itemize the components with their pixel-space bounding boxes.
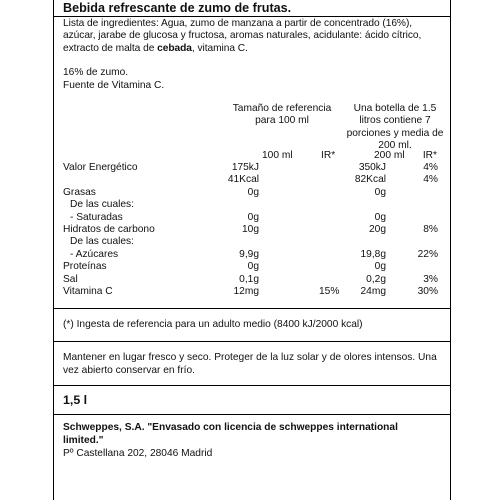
nutrition-column-headers — [63, 150, 440, 162]
table-row — [63, 162, 440, 174]
value-100ml: 0g — [247, 261, 259, 273]
value-100ml: 0g — [247, 211, 259, 223]
table-row — [63, 286, 440, 298]
value-200ml: 19,8g — [360, 248, 386, 260]
nutrient-name: Hidratos de carbono — [63, 223, 155, 235]
column-ir-100ml: IR* — [321, 150, 336, 162]
ingredients-text: Lista de ingredientes: Agua, zumo de manzana a partir de concentrado (16%), azúcar, jarabe de glucosa y fructosa, aromas naturales, acidulante: ácido cítrico, extracto de malta de — [63, 18, 422, 54]
value-100ml: 12mg — [233, 285, 259, 297]
table-row — [63, 187, 440, 199]
nutrient-name: - Saturadas — [70, 211, 123, 223]
ir-200ml: 22% — [417, 248, 438, 260]
table-row — [63, 224, 440, 236]
table-row — [63, 249, 440, 261]
nutrition-table — [63, 162, 440, 298]
ingredients-list — [63, 18, 440, 55]
ir-200ml: 3% — [423, 273, 438, 285]
reference-intake-footnote: (*) Ingesta de referencia para un adulto medio (8400 kJ/2000 kcal) — [63, 319, 363, 331]
product-facts — [63, 67, 440, 92]
value-200ml: 0,2g — [366, 273, 386, 285]
nutrient-name: De las cuales: — [70, 199, 134, 211]
value-200ml: 0g — [374, 186, 386, 198]
nutrient-name: Valor Energético — [63, 162, 138, 174]
nutrient-name: Sal — [63, 273, 78, 285]
bottle-portions-header: Una botella de 1.5 litros contiene 7 porciones y media de 200 ml. — [346, 103, 444, 152]
table-row — [63, 261, 440, 273]
value-200ml: 350kJ — [358, 162, 386, 174]
reference-size-header: Tamaño de referencia para 100 ml — [232, 103, 332, 127]
value-200ml: 0g — [374, 211, 386, 223]
value-100ml: 0,1g — [239, 273, 259, 285]
table-row — [63, 212, 440, 224]
nutrition-table-header — [63, 103, 444, 152]
ir-200ml: 30% — [417, 285, 438, 297]
value-100ml: 10g — [242, 223, 259, 235]
juice-content: 16% de zumo. — [63, 67, 129, 79]
ir-200ml: 4% — [423, 174, 438, 186]
manufacturer-address: Pº Castellana 202, 28046 Madrid — [63, 447, 213, 459]
ir-100ml: 15% — [319, 285, 340, 297]
value-100ml: 175kJ — [231, 162, 259, 174]
table-row — [63, 174, 440, 186]
product-title: Bebida refrescante de zumo de frutas. — [63, 1, 292, 15]
ir-200ml: 4% — [423, 162, 438, 174]
value-200ml: 0g — [374, 261, 386, 273]
value-200ml: 82Kcal — [354, 174, 386, 186]
table-row — [63, 274, 440, 286]
column-ir-200ml: IR* — [422, 150, 437, 162]
allergen-text: cebada — [157, 42, 192, 54]
value-100ml: 9,9g — [239, 248, 259, 260]
value-100ml: 41Kcal — [227, 174, 259, 186]
value-100ml: 0g — [247, 186, 259, 198]
nutrient-name: Vitamina C — [63, 285, 113, 297]
vitamin-claim: Fuente de Vitamina C. — [63, 79, 165, 91]
table-row — [63, 236, 440, 248]
product-label — [53, 0, 451, 500]
nutrient-name: De las cuales: — [70, 236, 134, 248]
storage-instructions: Mantener en lugar fresco y seco. Proteger de la luz solar y de olores intensos. Una vez abierto conservar en frío. — [63, 351, 437, 376]
manufacturer-name: Schweppes, S.A. "Envasado con licencia de schweppes international limited." — [63, 422, 398, 446]
nutrient-name: - Azúcares — [70, 248, 119, 260]
column-200ml: 200 ml — [374, 150, 405, 162]
ingredients-text-end: , vitamina C. — [191, 42, 248, 54]
column-100ml: 100 ml — [262, 150, 293, 162]
nutrient-name: Proteínas — [63, 261, 107, 273]
divider — [54, 16, 450, 17]
net-volume: 1,5 l — [63, 392, 88, 407]
value-200ml: 20g — [369, 223, 386, 235]
value-200ml: 24mg — [360, 285, 386, 297]
nutrient-name: Grasas — [63, 186, 96, 198]
table-row — [63, 199, 440, 211]
ir-200ml: 8% — [423, 223, 438, 235]
